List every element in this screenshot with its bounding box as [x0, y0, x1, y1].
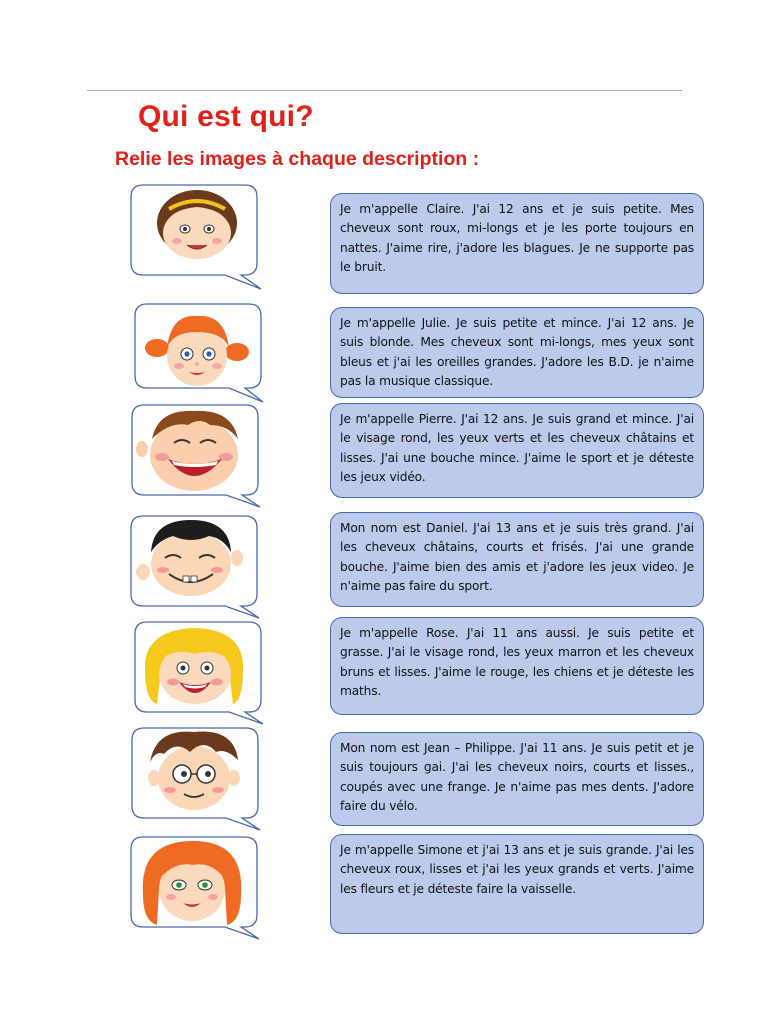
- description-text: Je m'appelle Pierre. J'ai 12 ans. Je suis grand et mince. J'ai le visage rond, les yeux verts et les cheveux châtains et lisses. J'ai une bouche mince. J'aime le sport et je déteste les jeux vidéo.: [340, 412, 694, 484]
- description-text: Mon nom est Jean – Philippe. J'ai 11 ans. Je suis petit et je suis toujours gai. J'ai les cheveux noirs, courts et lisses., coupés avec une frange. Je n'aime pas mes dents. J'adore faire du vélo.: [340, 741, 694, 813]
- face-bubble-3[interactable]: [130, 403, 256, 495]
- description-box-7[interactable]: [330, 834, 704, 934]
- face-bubble-5[interactable]: [133, 620, 259, 712]
- description-text: Je m'appelle Claire. J'ai 12 ans et je suis petite. Mes cheveux sont roux, mi-longs et je les porte toujours en nattes. J'aime rire, j'adore les blagues. Je ne supporte pas le bruit.: [340, 202, 694, 274]
- description-text: Je m'appelle Julie. Je suis petite et mince. J'ai 12 ans. Je suis blonde. Mes cheveux sont mi-longs, mes yeux sont bleus et j'ai les oreilles grandes. J'adore les B.D. je n'aime pas la musique classique.: [340, 316, 694, 388]
- face-bubble-1[interactable]: [129, 183, 255, 275]
- face-bubble-6[interactable]: [130, 726, 256, 818]
- description-text: Mon nom est Daniel. J'ai 13 ans et je suis très grand. J'ai les cheveux châtains, courts et frisés. J'ai une grande bouche. J'aime bien des amis et j'adore les jeux video. Je n'aime pas faire du sport.: [340, 521, 694, 593]
- description-text: Je m'appelle Rose. J'ai 11 ans aussi. Je suis petite et grasse. J'ai le visage rond, les yeux marron et les cheveux bruns et lisses. J'aime le rouge, les chiens et je déteste les maths.: [340, 626, 694, 698]
- description-box-5[interactable]: [330, 617, 704, 715]
- face-bubble-4[interactable]: [129, 514, 255, 606]
- face-bubble-2[interactable]: [133, 302, 259, 394]
- description-box-3[interactable]: [330, 403, 704, 498]
- description-box-2[interactable]: [330, 307, 704, 398]
- worksheet-title: Qui est qui?: [138, 100, 314, 133]
- description-text: Je m'appelle Simone et j'ai 13 ans et je suis grande. J'ai les cheveux roux, lisses et j'ai les yeux grands et verts. J'aime les fleurs et je déteste faire la vaisselle.: [340, 843, 694, 896]
- description-box-4[interactable]: [330, 512, 704, 607]
- description-box-1[interactable]: [330, 193, 704, 294]
- top-rule: [87, 90, 682, 91]
- girl-long-red-hair-face-icon: [143, 841, 242, 925]
- worksheet-instruction: Relie les images à chaque description :: [115, 148, 480, 170]
- description-box-6[interactable]: [330, 732, 704, 826]
- face-bubble-7[interactable]: [129, 835, 255, 927]
